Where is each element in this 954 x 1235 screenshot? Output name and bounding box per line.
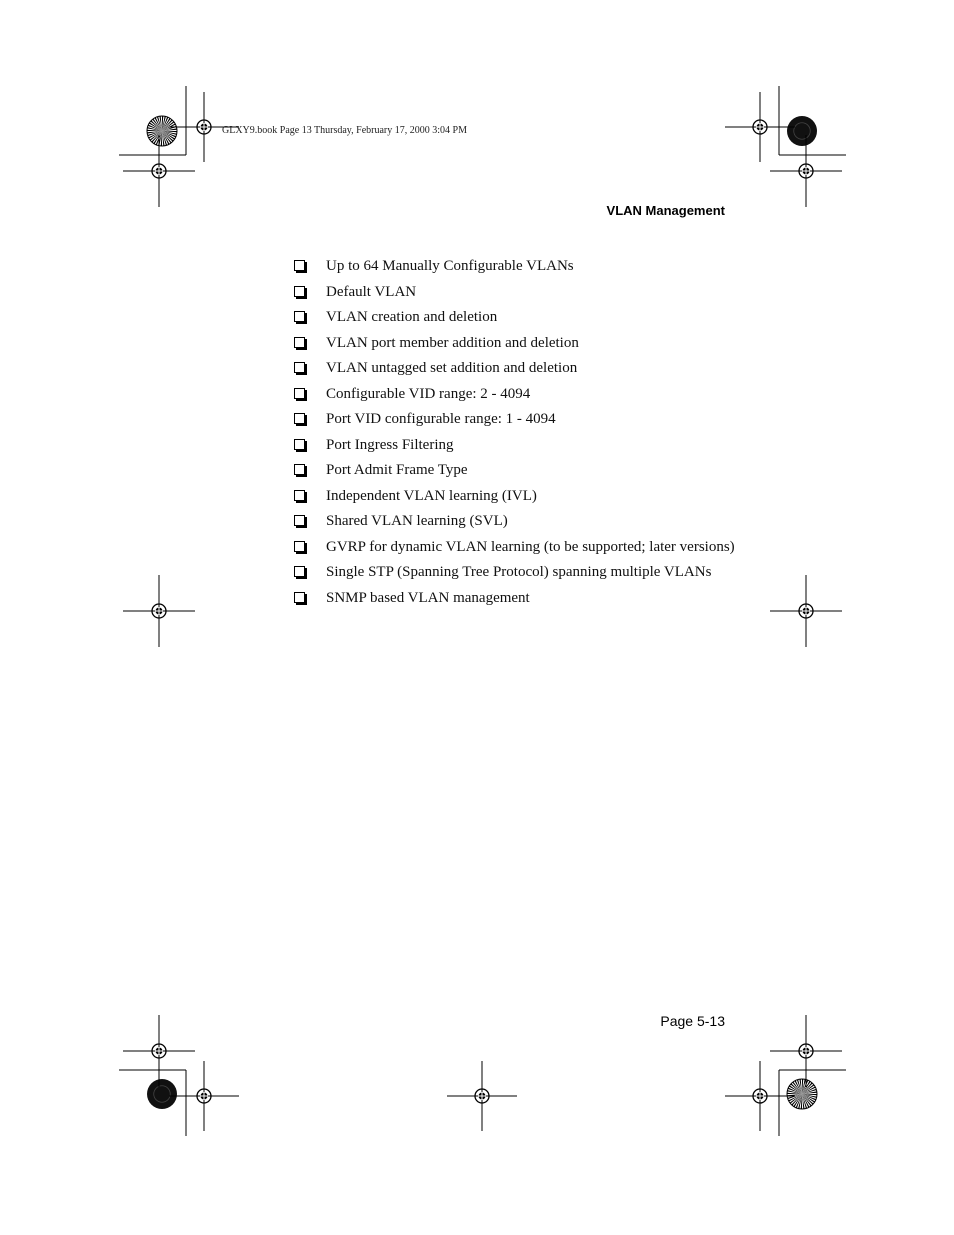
registration-target-icon (770, 135, 842, 207)
list-item (292, 281, 735, 307)
list-item (292, 408, 735, 434)
list-item-text: VLAN untagged set addition and deletion (326, 360, 578, 376)
list-item-text: Independent VLAN learning (IVL) (326, 487, 537, 504)
registration-target-icon (725, 92, 795, 162)
checkbox-bullet-icon (294, 311, 305, 322)
registration-target-icon (123, 135, 195, 207)
running-header: VLAN Management (606, 203, 725, 218)
checkbox-bullet-icon (294, 286, 305, 297)
list-item (292, 332, 735, 358)
checkbox-bullet-icon (294, 515, 305, 526)
checkbox-bullet-icon (294, 592, 305, 603)
list-item-text: SNMP based VLAN management (326, 589, 530, 606)
list-item (292, 485, 735, 511)
list-item-text: Up to 64 Manually Configurable VLANs (326, 258, 574, 274)
list-item-text: Port VID configurable range: 1 - 4094 (326, 411, 556, 427)
list-item-text: VLAN port member addition and deletion (326, 334, 579, 351)
list-item-text: GVRP for dynamic VLAN learning (to be supported; later versions) (326, 538, 735, 555)
checkbox-bullet-icon (294, 490, 305, 501)
checkbox-bullet-icon (294, 541, 305, 552)
list-item-text: Configurable VID range: 2 - 4094 (326, 385, 531, 402)
checkbox-bullet-icon (294, 439, 305, 450)
checkbox-bullet-icon (294, 566, 305, 577)
list-item (292, 434, 735, 460)
list-item (292, 306, 735, 332)
checkbox-bullet-icon (294, 413, 305, 424)
registration-target-icon (770, 575, 842, 647)
list-item-text: VLAN creation and deletion (326, 309, 498, 325)
list-item (292, 357, 735, 383)
registration-target-icon (123, 575, 195, 647)
registration-target-icon (169, 1061, 239, 1131)
solid-registration-disc-icon (787, 116, 817, 146)
print-info-line: GLXY9.book Page 13 Thursday, February 17, 2000 3:04 PM (222, 125, 467, 136)
color-starburst-icon (787, 1079, 817, 1109)
list-item (292, 561, 735, 587)
list-item-text: Single STP (Spanning Tree Protocol) spanning multiple VLANs (326, 564, 712, 580)
list-item-text: Shared VLAN learning (SVL) (326, 513, 508, 529)
list-item (292, 587, 735, 613)
registration-target-icon (725, 1061, 795, 1131)
page-number: Page 5-13 (660, 1013, 725, 1029)
list-item-text: Default VLAN (326, 283, 417, 300)
registration-target-icon (447, 1061, 517, 1131)
checkbox-bullet-icon (294, 337, 305, 348)
list-item (292, 536, 735, 562)
list-item (292, 459, 735, 485)
registration-target-icon (123, 1015, 195, 1087)
list-item-text: Port Ingress Filtering (326, 436, 454, 453)
list-item (292, 383, 735, 409)
feature-list (292, 255, 735, 612)
checkbox-bullet-icon (294, 388, 305, 399)
registration-target-icon (770, 1015, 842, 1087)
list-item-text: Port Admit Frame Type (326, 462, 468, 478)
list-item (292, 255, 735, 281)
checkbox-bullet-icon (294, 260, 305, 271)
solid-registration-disc-icon (147, 1079, 177, 1109)
color-starburst-icon (147, 116, 177, 146)
checkbox-bullet-icon (294, 362, 305, 373)
checkbox-bullet-icon (294, 464, 305, 475)
list-item (292, 510, 735, 536)
